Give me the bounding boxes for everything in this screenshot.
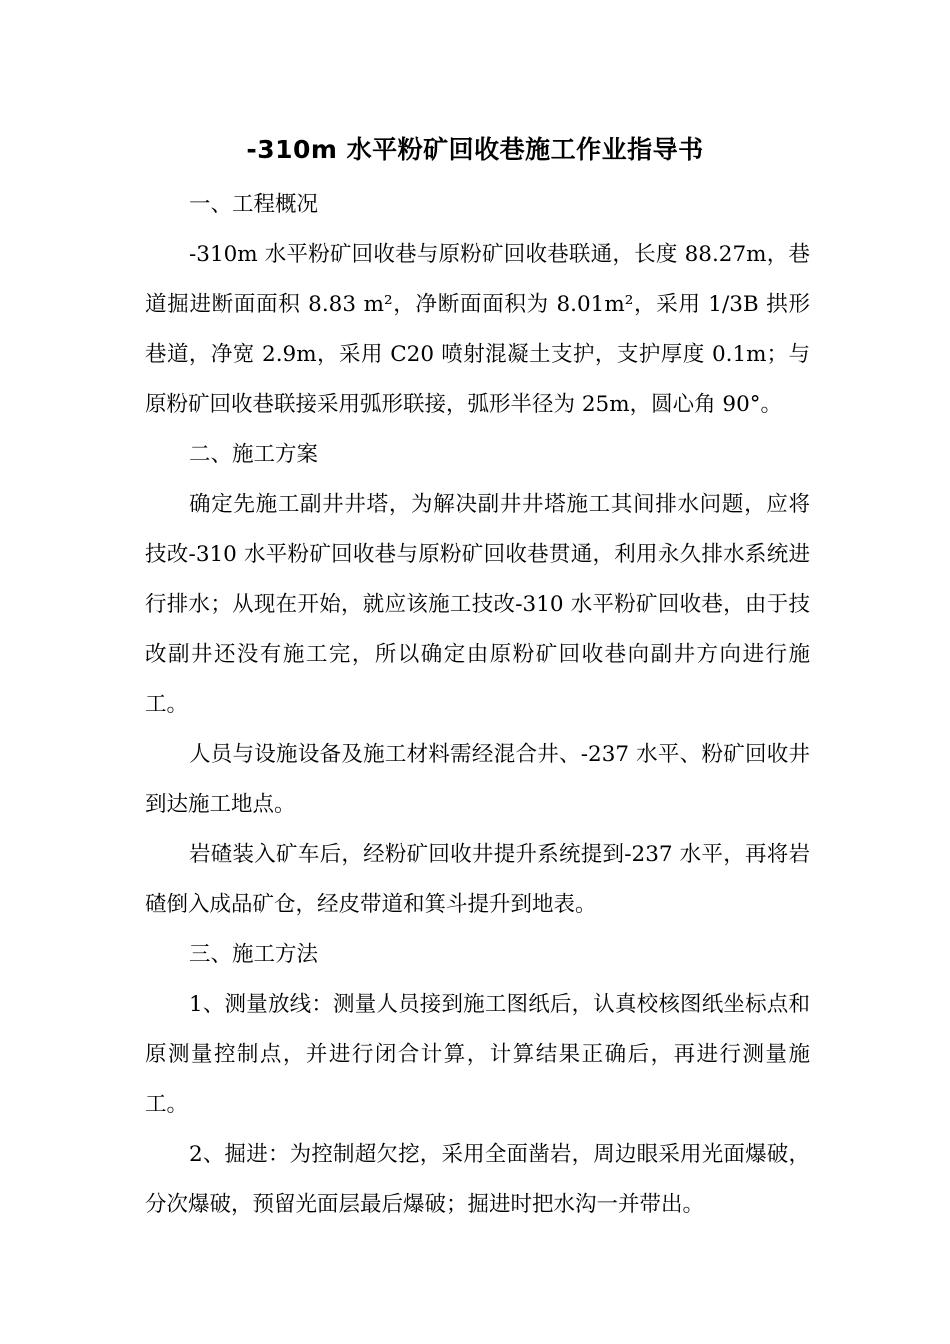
document-title: -310m 水平粉矿回收巷施工作业指导书: [246, 135, 704, 164]
paragraph-method-2: 2、掘进：为控制超欠挖，采用全面凿岩，周边眼采用光面爆破，分次爆破，预留光面层最后爆破；掘进时把水沟一并带出。: [145, 1142, 810, 1217]
section-heading-method: 三、施工方法: [189, 942, 319, 967]
paragraph-plan-1: 确定先施工副井井塔，为解决副井井塔施工其间排水问题，应将技改-310 水平粉矿回收巷与原粉矿回收巷贯通，利用永久排水系统进行排水；从现在开始，就应该施工技改-310 水平粉矿回收巷，由于技改副井还没有施工完，所以确定由原粉矿回收巷向副井方向进行施工。: [145, 492, 810, 717]
paragraph-overview: -310m 水平粉矿回收巷与原粉矿回收巷联通，长度 88.27m，巷道掘进断面面积 8.83 m²，净断面面积为 8.01m²，采用 1/3B 拱形巷道，净宽 2.9m，采用 C20 喷射混凝土支护，支护厚度 0.1m；与原粉矿回收巷联接采用弧形联接，弧形半径为 25m，圆心角 90°。: [145, 242, 810, 417]
paragraph-plan-2: 人员与设施设备及施工材料需经混合井、-237 水平、粉矿回收井到达施工地点。: [145, 742, 810, 817]
section-heading-plan: 二、施工方案: [189, 442, 319, 467]
document-body: [145, 180, 810, 1230]
paragraph-method-1: 1、测量放线：测量人员接到施工图纸后，认真校核图纸坐标点和原测量控制点，并进行闭合计算，计算结果正确后，再进行测量施工。: [145, 992, 810, 1117]
paragraph-plan-3: 岩碴装入矿车后，经粉矿回收井提升系统提到-237 水平，再将岩碴倒入成品矿仓，经皮带道和箕斗提升到地表。: [145, 842, 810, 917]
section-heading-overview: 一、工程概况: [189, 192, 319, 217]
